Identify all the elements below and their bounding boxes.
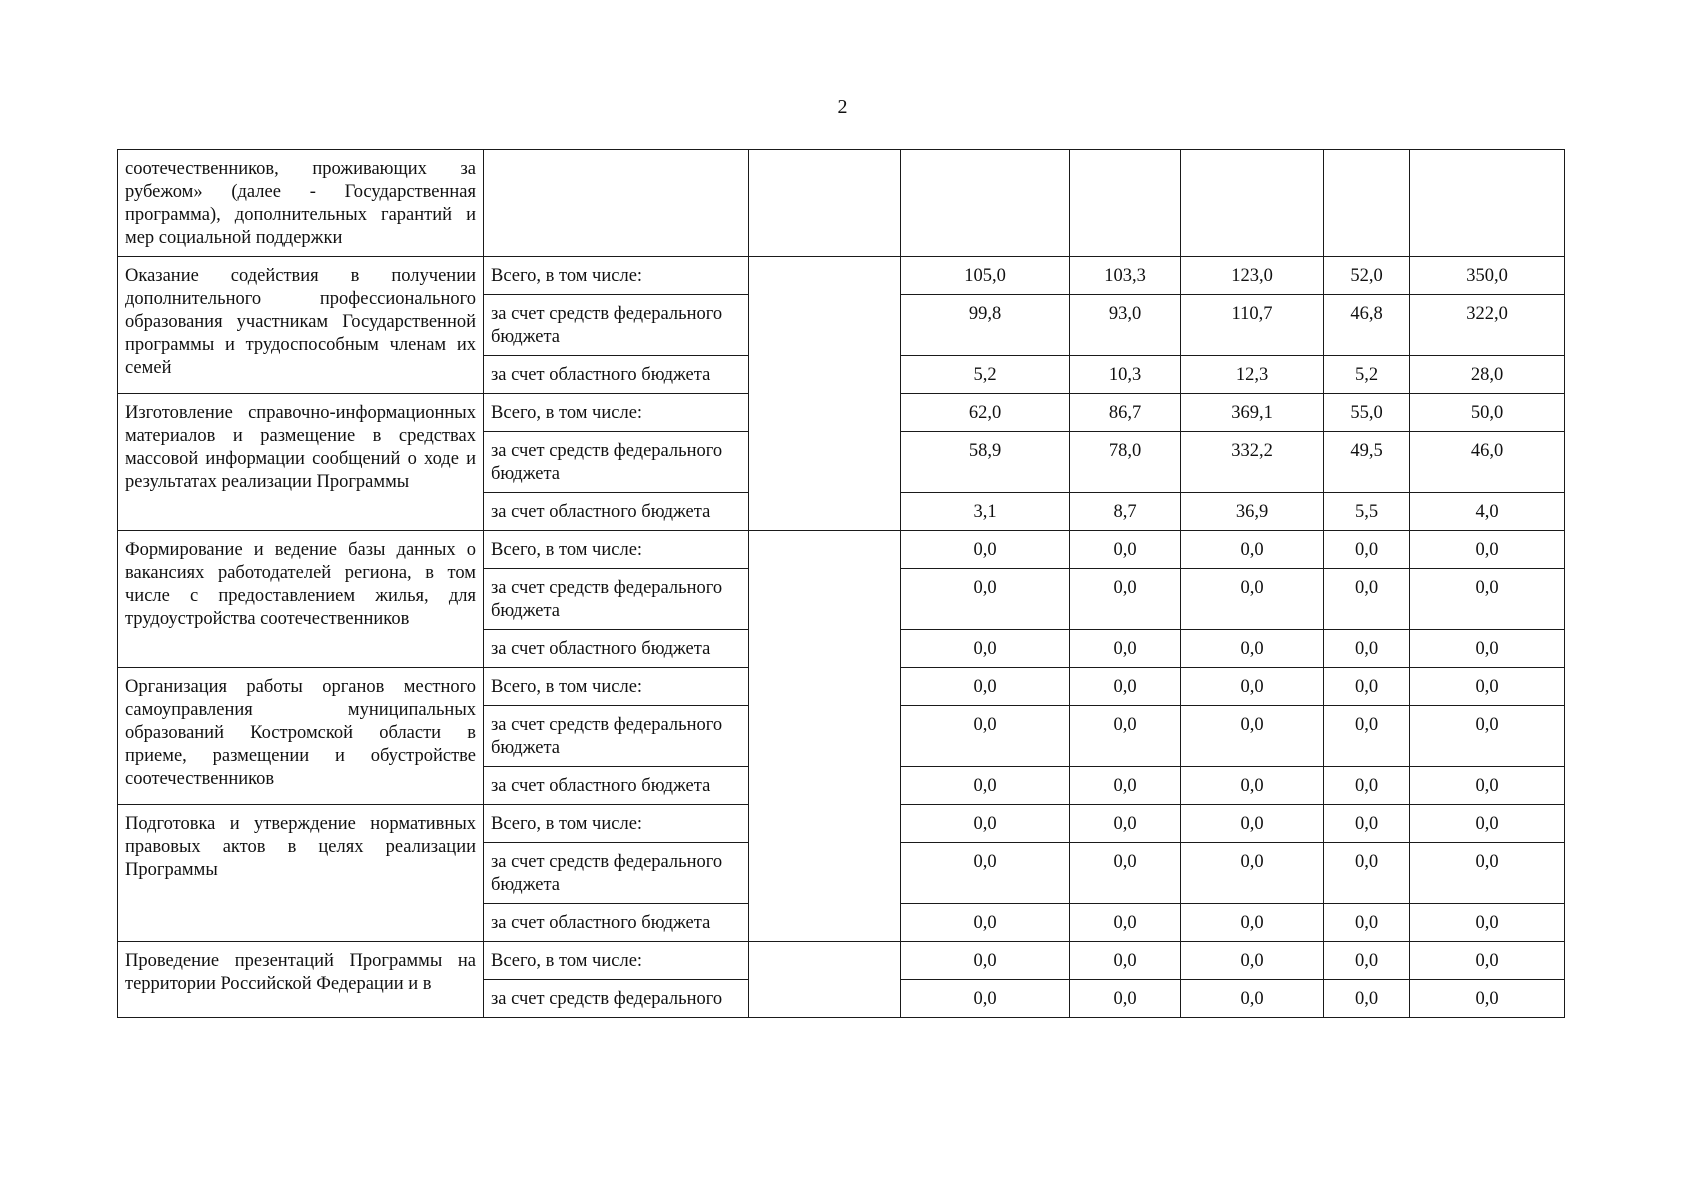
- value-cell: 110,7: [1181, 295, 1324, 356]
- value-cell: 0,0: [1181, 843, 1324, 904]
- value-cell: 5,2: [901, 356, 1070, 394]
- empty-cell: [1070, 150, 1181, 257]
- empty-cell: [1324, 150, 1410, 257]
- value-cell: 0,0: [1181, 630, 1324, 668]
- source-regional: за счет областного бюджета: [484, 767, 749, 805]
- value-cell: 0,0: [901, 706, 1070, 767]
- value-cell: 78,0: [1070, 432, 1181, 493]
- table-row: [118, 942, 1565, 980]
- value-cell: 0,0: [1070, 805, 1181, 843]
- value-cell: 0,0: [1324, 706, 1410, 767]
- value-cell: 0,0: [1324, 980, 1410, 1018]
- value-cell: 332,2: [1181, 432, 1324, 493]
- value-cell: 103,3: [1070, 257, 1181, 295]
- value-cell: 0,0: [1324, 531, 1410, 569]
- value-cell: 0,0: [1410, 569, 1565, 630]
- value-cell: 0,0: [901, 767, 1070, 805]
- value-cell: 0,0: [1410, 668, 1565, 706]
- value-cell: 55,0: [1324, 394, 1410, 432]
- value-cell: 0,0: [1410, 805, 1565, 843]
- value-cell: 0,0: [1181, 942, 1324, 980]
- value-cell: 0,0: [1070, 531, 1181, 569]
- value-cell: 0,0: [1410, 904, 1565, 942]
- value-cell: 0,0: [1410, 531, 1565, 569]
- source-federal: за счет средств федерального бюджета: [484, 295, 749, 356]
- value-cell: 0,0: [1324, 569, 1410, 630]
- source-total: Всего, в том числе:: [484, 257, 749, 295]
- value-cell: 36,9: [1181, 493, 1324, 531]
- source-federal: за счет средств федерального бюджета: [484, 706, 749, 767]
- source-total: Всего, в том числе:: [484, 942, 749, 980]
- continuation-text: соотечественников, проживающих за рубежом» (далее - Государственная программа), дополнительных гарантий и мер социальной поддержки: [118, 150, 484, 257]
- measure-title: Изготовление справочно-информационных материалов и размещение в средствах массовой информации сообщений о ходе и результатах реализации Программы: [118, 394, 484, 531]
- table-row: [118, 257, 1565, 295]
- value-cell: 50,0: [1410, 394, 1565, 432]
- empty-cell: [484, 150, 749, 257]
- value-cell: 0,0: [1070, 843, 1181, 904]
- value-cell: 5,2: [1324, 356, 1410, 394]
- value-cell: 49,5: [1324, 432, 1410, 493]
- value-cell: 0,0: [901, 843, 1070, 904]
- value-cell: 0,0: [901, 904, 1070, 942]
- value-cell: 0,0: [1324, 767, 1410, 805]
- value-cell: 0,0: [901, 569, 1070, 630]
- value-cell: 0,0: [1410, 980, 1565, 1018]
- budget-table: [117, 149, 1565, 1018]
- measure-title: Формирование и ведение базы данных о вакансиях работодателей региона, в том числе с предоставлением жилья, для трудоустройства соотечественников: [118, 531, 484, 668]
- empty-cell: [749, 150, 901, 257]
- value-cell: 8,7: [1070, 493, 1181, 531]
- value-cell: 0,0: [1324, 805, 1410, 843]
- value-cell: 99,8: [901, 295, 1070, 356]
- value-cell: 0,0: [1070, 904, 1181, 942]
- measure-title: Оказание содействия в получении дополнительного профессионального образования участникам Государственной программы и трудоспособным членам их семей: [118, 257, 484, 394]
- value-cell: 0,0: [1324, 630, 1410, 668]
- value-cell: 105,0: [901, 257, 1070, 295]
- page-number: 2: [837, 96, 848, 118]
- value-cell: 0,0: [901, 668, 1070, 706]
- source-federal: за счет средств федерального бюджета: [484, 843, 749, 904]
- value-cell: 58,9: [901, 432, 1070, 493]
- value-cell: 0,0: [1070, 668, 1181, 706]
- value-cell: 0,0: [1070, 942, 1181, 980]
- value-cell: 0,0: [1181, 904, 1324, 942]
- value-cell: 0,0: [901, 980, 1070, 1018]
- value-cell: 46,0: [1410, 432, 1565, 493]
- value-cell: 0,0: [1410, 843, 1565, 904]
- value-cell: 0,0: [1070, 980, 1181, 1018]
- value-cell: 52,0: [1324, 257, 1410, 295]
- empty-cell: [1410, 150, 1565, 257]
- executor-cell: [749, 531, 901, 942]
- value-cell: 12,3: [1181, 356, 1324, 394]
- value-cell: 46,8: [1324, 295, 1410, 356]
- value-cell: 0,0: [1181, 569, 1324, 630]
- value-cell: 0,0: [1324, 942, 1410, 980]
- value-cell: 0,0: [1324, 904, 1410, 942]
- table-row: [118, 531, 1565, 569]
- value-cell: 0,0: [901, 942, 1070, 980]
- continuation-row: [118, 150, 1565, 257]
- value-cell: 5,5: [1324, 493, 1410, 531]
- value-cell: 62,0: [901, 394, 1070, 432]
- source-total: Всего, в том числе:: [484, 394, 749, 432]
- source-total: Всего, в том числе:: [484, 531, 749, 569]
- value-cell: 3,1: [901, 493, 1070, 531]
- executor-cell: [749, 257, 901, 531]
- value-cell: 350,0: [1410, 257, 1565, 295]
- value-cell: 0,0: [1410, 767, 1565, 805]
- value-cell: 322,0: [1410, 295, 1565, 356]
- value-cell: 123,0: [1181, 257, 1324, 295]
- value-cell: 28,0: [1410, 356, 1565, 394]
- value-cell: 0,0: [1410, 706, 1565, 767]
- measure-title: Проведение презентаций Программы на территории Российской Федерации и в: [118, 942, 484, 1018]
- value-cell: 0,0: [1181, 706, 1324, 767]
- value-cell: 0,0: [1070, 706, 1181, 767]
- value-cell: 369,1: [1181, 394, 1324, 432]
- source-federal: за счет средств федерального бюджета: [484, 569, 749, 630]
- value-cell: 0,0: [1181, 805, 1324, 843]
- source-regional: за счет областного бюджета: [484, 904, 749, 942]
- empty-cell: [901, 150, 1070, 257]
- value-cell: 0,0: [1181, 980, 1324, 1018]
- source-regional: за счет областного бюджета: [484, 493, 749, 531]
- value-cell: 0,0: [901, 630, 1070, 668]
- source-total: Всего, в том числе:: [484, 668, 749, 706]
- value-cell: 10,3: [1070, 356, 1181, 394]
- source-federal: за счет средств федерального: [484, 980, 749, 1018]
- value-cell: 0,0: [901, 531, 1070, 569]
- value-cell: 0,0: [1324, 668, 1410, 706]
- value-cell: 0,0: [1070, 569, 1181, 630]
- value-cell: 0,0: [901, 805, 1070, 843]
- value-cell: 4,0: [1410, 493, 1565, 531]
- value-cell: 0,0: [1324, 843, 1410, 904]
- source-federal: за счет средств федерального бюджета: [484, 432, 749, 493]
- value-cell: 0,0: [1070, 630, 1181, 668]
- value-cell: 0,0: [1181, 767, 1324, 805]
- value-cell: 0,0: [1410, 630, 1565, 668]
- value-cell: 0,0: [1410, 942, 1565, 980]
- value-cell: 0,0: [1181, 531, 1324, 569]
- source-regional: за счет областного бюджета: [484, 630, 749, 668]
- source-total: Всего, в том числе:: [484, 805, 749, 843]
- value-cell: 93,0: [1070, 295, 1181, 356]
- value-cell: 0,0: [1181, 668, 1324, 706]
- measure-title: Организация работы органов местного самоуправления муниципальных образований Костромской области в приеме, размещении и обустройстве соотечественников: [118, 668, 484, 805]
- empty-cell: [1181, 150, 1324, 257]
- value-cell: 0,0: [1070, 767, 1181, 805]
- value-cell: 86,7: [1070, 394, 1181, 432]
- source-regional: за счет областного бюджета: [484, 356, 749, 394]
- executor-cell: [749, 942, 901, 1018]
- measure-title: Подготовка и утверждение нормативных правовых актов в целях реализации Программы: [118, 805, 484, 942]
